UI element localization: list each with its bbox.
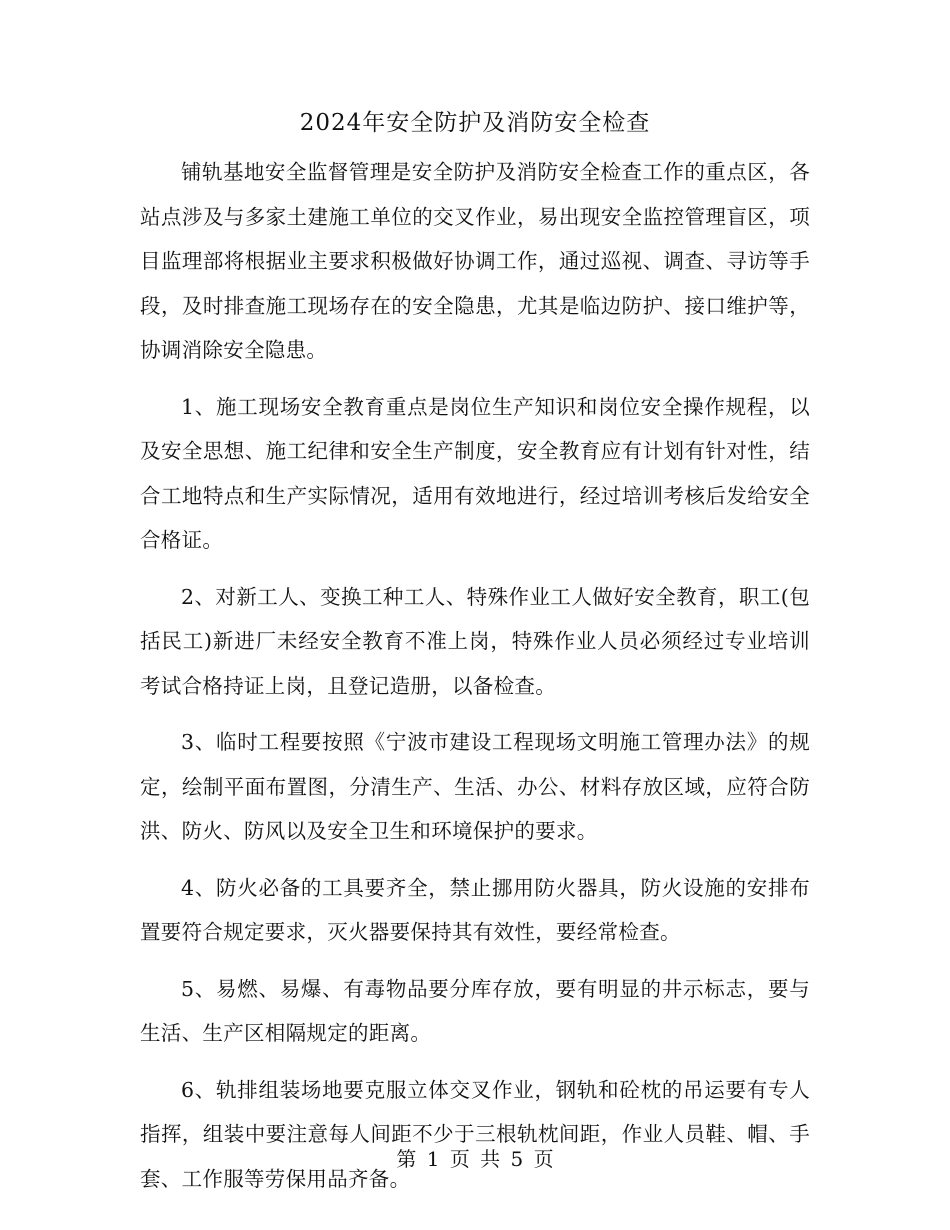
paragraph-item-3: 3、临时工程要按照《宁波市建设工程现场文明施工管理办法》的规定，绘制平面布置图，分清生产、生活、办公、材料存放区域，应符合防洪、防火、防风以及安全卫生和环境保护的要求。 — [140, 730, 810, 843]
document-body — [140, 150, 810, 1213]
paragraph-intro: 铺轨基地安全监督管理是安全防护及消防安全检查工作的重点区，各站点涉及与多家土建施工单位的交叉作业，易出现安全监控管理盲区，项目监理部将根据业主要求积极做好协调工作，通过巡视、调查、寻访等手段，及时排查施工现场存在的安全隐患，尤其是临边防护、接口维护等，协调消除安全隐患。 — [140, 160, 810, 362]
paragraph-item-6: 6、轨排组装场地要克服立体交叉作业，钢轨和砼枕的吊运要有专人指挥，组装中要注意每人间距不少于三根轨枕间距，作业人员鞋、帽、手套、工作服等劳保用品齐备。 — [140, 1077, 810, 1191]
paragraph-item-1: 1、施工现场安全教育重点是岗位生产知识和岗位安全操作规程，以及安全思想、施工纪律和安全生产制度，安全教育应有计划有针对性，结合工地特点和生产实际情况，适用有效地进行，经过培训考核后发给安全合格证。 — [140, 394, 810, 552]
document-title: 2024年安全防护及消防安全检查 — [299, 110, 651, 136]
paragraph-item-2: 2、对新工人、变换工种工人、特殊作业工人做好安全教育，职工(包括民工)新进厂未经安全教育不准上岗，特殊作业人员必须经过专业培训考试合格持证上岗，且登记造册，以备检查。 — [140, 584, 810, 698]
page-number-footer: 第 1 页 共 5 页 — [396, 1147, 554, 1171]
paragraph-item-5: 5、易燃、易爆、有毒物品要分库存放，要有明显的井示标志，要与生活、生产区相隔规定的距离。 — [140, 976, 810, 1045]
paragraph-item-4: 4、防火必备的工具要齐全，禁止挪用防火器具，防火设施的安排布置要符合规定要求，灭火器要保持其有效性，要经常检查。 — [140, 875, 810, 944]
